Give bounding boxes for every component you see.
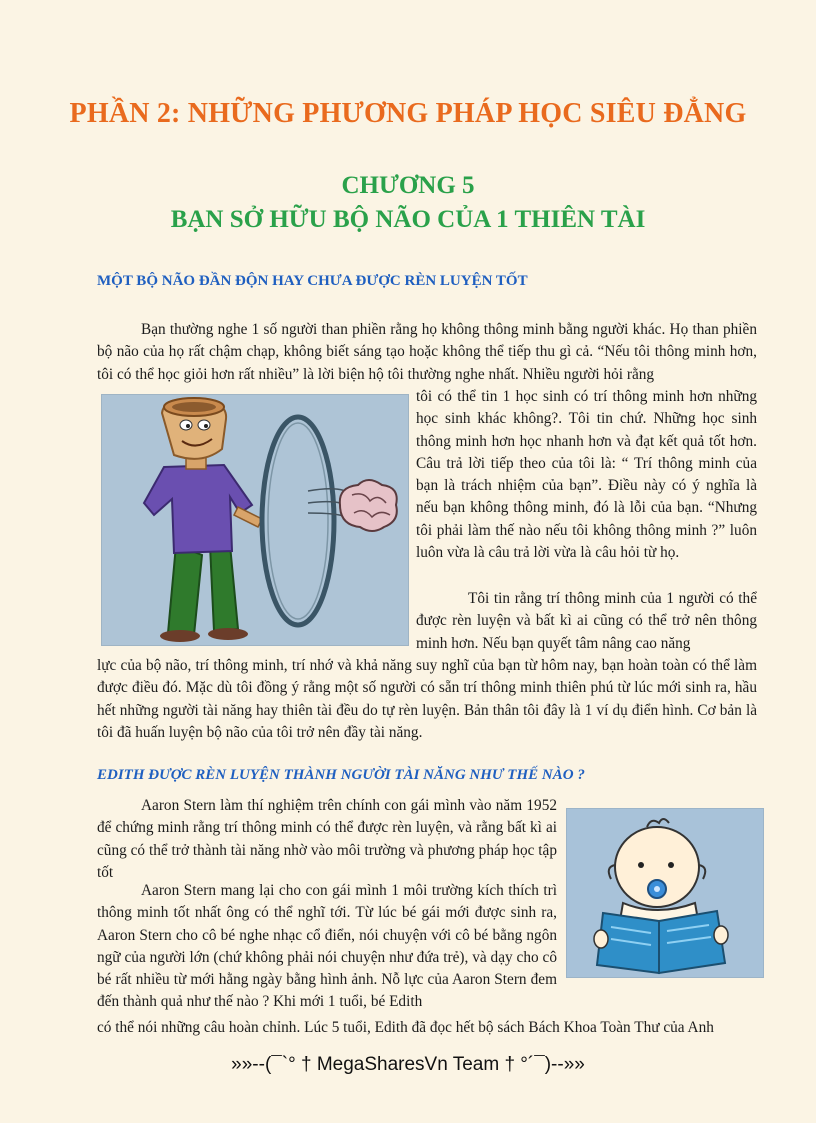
footer-credit: »»--(¯`° † MegaSharesVn Team † °´¯)--»»: [231, 1054, 585, 1075]
paragraph-intro: Bạn thường nghe 1 số người than phiền rằng họ không thông minh bằng người khác. Họ than phiền bộ não của họ rất chậm chạp, không biết sáng tạo hoặc không thể tiếp thu gì cả. “Nếu tôi thông minh hơn, tôi có thể học giỏi hơn rất nhiều” là lời biện hộ tôi thường nghe nhất. Nhiều người hỏi rằng: [97, 321, 757, 383]
section-heading-dull-brain: MỘT BỘ NÃO ĐẦN ĐỘN HAY CHƯA ĐƯỢC RÈN LUYỆN TỐT: [97, 273, 528, 289]
paragraph-aaron-experiment: Aaron Stern làm thí nghiệm trên chính con gái mình vào năm 1952 để chứng minh rằng trí thông minh có thể được rèn luyện, và rằng bất kì ai cũng có thể trở thành tài năng nhờ vào môi trường và phương pháp học tập tốt: [97, 797, 557, 881]
paragraph-aaron-environment: Aaron Stern mang lại cho con gái mình 1 môi trường kích thích trì thông minh tốt nhất ông có thể nghĩ tới. Từ lúc bé gái mới được sinh ra, Aaron Stern cho cô bé nghe nhạc cổ điển, nói chuyện với cô bé bằng ngôn ngữ của người lớn (chứ không phải nói chuyện như đứa trẻ), và dạy cho cô bé rất nhiều từ mới hằng ngày bằng hình ảnh. Nỗ lực của Aaron Stern đem đến thành quả như thế nào ? Khi mới 1 tuổi, bé Edith: [97, 882, 557, 1011]
paragraph-self-training: lực của bộ não, trí thông minh, trí nhớ và khả năng suy nghĩ của bạn từ hôm nay, bạn hoàn toàn có thể làm được điều đó. Mặc dù tôi đồng ý rằng một số người có sẵn trí thông minh thiên phú từ lúc mới sinh ra, hầu hết những người tài năng hay thiên tài đều do tự rèn luyện. Bản thân tôi đây là 1 ví dụ điển hình. Cơ bản là tôi đã huấn luyện bộ não của tôi trở nên đầy tài năng.: [97, 657, 757, 741]
part-title: PHẦN 2: NHỮNG PHƯƠNG PHÁP HỌC SIÊU ĐẲNG: [69, 98, 747, 129]
chapter-title: BẠN SỞ HỮU BỘ NÃO CỦA 1 THIÊN TÀI: [170, 206, 646, 233]
paragraph-edith-result: có thể nói những câu hoàn chỉnh. Lúc 5 tuổi, Edith đã đọc hết bộ sách Bách Khoa Toàn Thư của Anh: [97, 1019, 714, 1036]
illustration-man-hoop-brain: [101, 394, 409, 646]
baby-reading-drawing: [567, 809, 763, 977]
man-hoop-brain-drawing: [102, 395, 408, 645]
section-heading-edith: EDITH ĐƯỢC RÈN LUYỆN THÀNH NGƯỜI TÀI NĂNG NHƯ THẾ NÀO ?: [97, 767, 585, 783]
illustration-baby-reading: [566, 808, 764, 978]
paragraph-beside-illustration: tôi có thể tin 1 học sinh có trí thông minh hơn những học sinh khác không?. Tôi tin chứ. Những học sinh thông minh hơn học nhanh hơn và đạt kết quả tốt hơn. Câu trả lời tiếp theo của tôi là: “ Trí thông minh của bạn là trách nhiệm của bạn”. Điều này có ý nghĩa là nếu bạn không thông minh, đó là lỗi của bạn. “Nhưng tôi phải làm thế nào nếu tôi không thông minh ?” luôn luôn vừa là câu trả lời vừa là câu hỏi từ họ.: [416, 388, 757, 562]
chapter-number: CHƯƠNG 5: [341, 172, 475, 199]
paragraph-intelligence-trainable: Tôi tin rằng trí thông minh của 1 người có thể được rèn luyện và bất kì ai cũng có thể trở nên thông minh hơn. Nếu bạn quyết tâm nâng cao năng: [416, 590, 757, 652]
